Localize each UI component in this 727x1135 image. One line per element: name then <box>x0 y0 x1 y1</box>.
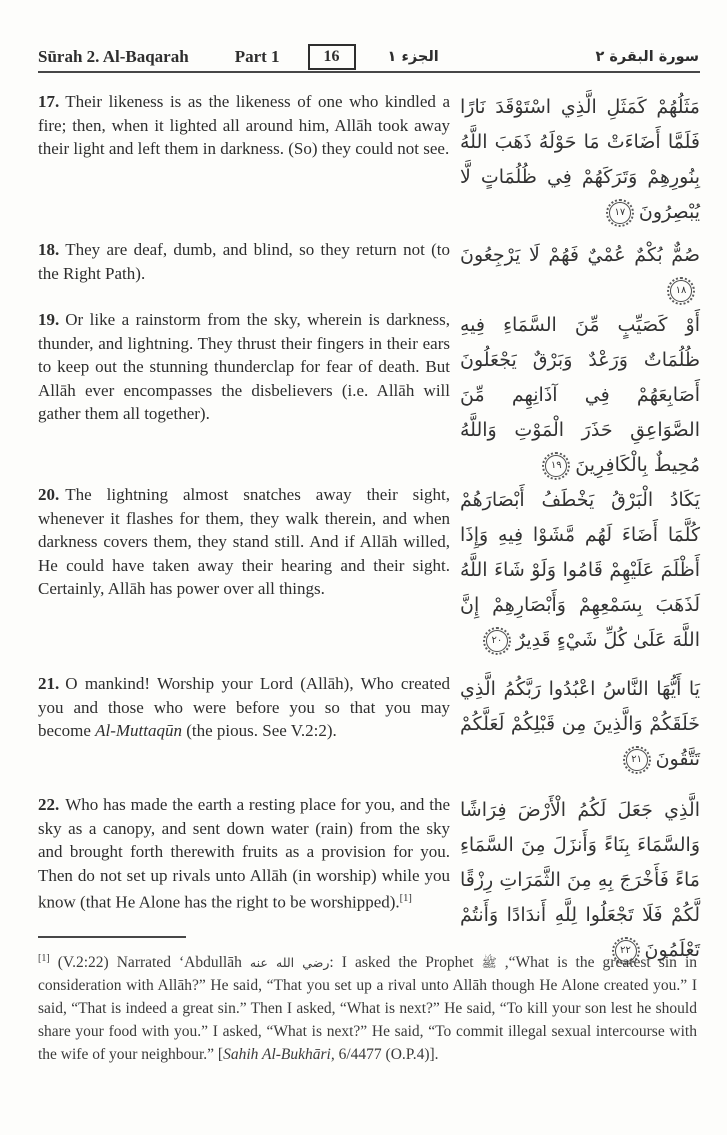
verse-22-arabic-text: الَّذِي جَعَلَ لَكُمُ الْأَرْضَ فِرَاشًا وَالسَّمَاءَ بِنَاءً وَأَنزَلَ مِنَ السَّمَاءِ مَاءً فَأَخْرَجَ بِهِ مِنَ الثَّمَرَاتِ رِزْقًا لَّكُمْ فَلَا تَجْعَلُوا لِلَّهِ أَندَادًا وَأَنتُمْ تَعْلَمُونَ <box>460 799 700 961</box>
verse-17-english <box>38 90 450 230</box>
surah-title-arabic: سورة البقرة ٢ <box>595 49 699 65</box>
verse-20-english <box>38 483 450 658</box>
ayah-end-marker-19 <box>545 455 567 477</box>
verse-21-italic-term: Al-Muttaqūn <box>95 721 182 740</box>
footnote-divider <box>38 936 186 938</box>
verse-21-number: 21. <box>38 674 60 693</box>
page-header <box>38 44 699 70</box>
ayah-number-18: ١٨ <box>675 284 687 296</box>
verse-21-arabic <box>460 672 700 777</box>
surah-title: Sūrah 2. Al-Baqarah <box>38 47 189 66</box>
verse-17-arabic <box>460 90 700 230</box>
page-number: 16 <box>323 48 340 65</box>
prophet-honorific-symbol: ﷺ <box>481 955 497 971</box>
verse-18-text: They are deaf, dumb, and blind, so they return not (to the Right Path). <box>38 240 450 283</box>
ayah-number-17: ١٧ <box>614 206 626 218</box>
verse-18-number: 18. <box>38 240 60 259</box>
ayah-number-20: ٢٠ <box>491 634 503 646</box>
ayah-end-marker-20 <box>486 630 508 652</box>
verse-22-arabic <box>460 793 700 971</box>
verse-19-text: Or like a rainstorm from the sky, wherein is darkness, thunder, and lightning. They thrust their fingers in their ears to keep out the stunning thunderclap for fear of death. But Allāh ever encompasses the disbelievers (i.e. Allāh will gather them all together). <box>38 310 450 423</box>
footnote <box>38 944 697 1066</box>
verse-22-text: Who has made the earth a resting place for you, and the sky as a canopy, and sent down water (rain) from the sky and brought forth therewith fruits as a provision for you. Then do not set up rivals unto Allāh (in worship) while you know (that He Alone has the right to be worshipped). <box>38 795 450 912</box>
verse-19-english <box>38 308 450 483</box>
part-label: Part 1 <box>234 47 280 66</box>
verse-row-20 <box>38 483 700 658</box>
page-number-box <box>308 44 356 70</box>
verse-21-arabic-text: يَا أَيُّهَا النَّاسُ اعْبُدُوا رَبَّكُمُ الَّذِي خَلَقَكُمْ وَالَّذِينَ مِن قَبْلِكُمْ لَعَلَّكُمْ تَتَّقُونَ <box>460 678 700 770</box>
verse-18-arabic-text: صُمٌّ بُكْمٌ عُمْيٌ فَهُمْ لَا يَرْجِعُونَ <box>460 244 700 266</box>
footnote-reference-mark: [1] <box>399 893 412 904</box>
verse-18-english <box>38 238 450 308</box>
verse-row-21 <box>38 672 700 777</box>
ayah-end-marker-18 <box>670 280 692 302</box>
verse-20-text: The lightning almost snatches away their sight, whenever it flashes for them, they walk therein, and when darkness covers them, they stand still. And if Allāh willed, He could have taken away their hearing and their sight. Certainly, Allāh has power over all things. <box>38 485 450 598</box>
verse-20-arabic <box>460 483 700 658</box>
verse-row-17 <box>38 90 700 230</box>
verse-20-number: 20. <box>38 485 60 504</box>
footnote-number: [1] <box>38 953 50 964</box>
verse-content <box>38 90 700 971</box>
footnote-arabic-honorific: رضي الله عنه <box>249 955 330 971</box>
ayah-end-marker-21 <box>626 749 648 771</box>
verse-row-19 <box>38 308 700 483</box>
verse-21-text-post: (the pious. See V.2:2). <box>182 721 337 740</box>
header-divider <box>38 71 700 73</box>
verse-17-text: Their likeness is as the likeness of one who kindled a fire; then, when it lighted all around him, Allāh took away their light and left them in darkness. (So) they could not see. <box>38 92 450 158</box>
verse-17-arabic-text: مَثَلُهُمْ كَمَثَلِ الَّذِي اسْتَوْقَدَ نَارًا فَلَمَّا أَضَاءَتْ مَا حَوْلَهُ ذَهَبَ اللَّهُ بِنُورِهِمْ وَتَرَكَهُمْ فِي ظُلُمَاتٍ لَّا يُبْصِرُونَ <box>460 96 700 223</box>
juz-label-arabic: الجزء ١ <box>387 49 439 65</box>
ayah-number-21: ٢١ <box>631 753 642 765</box>
verse-19-number: 19. <box>38 310 60 329</box>
verse-20-arabic-text: يَكَادُ الْبَرْقُ يَخْطَفُ أَبْصَارَهُمْ كُلَّمَا أَضَاءَ لَهُم مَّشَوْا فِيهِ وَإِذَا أَظْلَمَ عَلَيْهِمْ قَامُوا وَلَوْ شَاءَ اللَّهُ لَذَهَبَ بِسَمْعِهِمْ وَأَبْصَارِهِمْ إِنَّ اللَّهَ عَلَىٰ كُلِّ شَيْءٍ قَدِيرٌ <box>460 489 700 651</box>
footnote-text-4: 6/4477 (O.P.4)]. <box>334 1046 439 1064</box>
footnote-text-1: (V.2:22) Narrated ‘Abdullāh <box>49 954 250 972</box>
verse-17-number: 17. <box>38 92 60 111</box>
ayah-number-19: ١٩ <box>550 459 562 471</box>
verse-21-text-pre: O mankind! Worship your Lord (Allāh), Who created you and those who were before you so that you may become <box>38 674 450 740</box>
verse-19-arabic <box>460 308 700 483</box>
ayah-end-marker-17 <box>609 202 631 224</box>
verse-22-number: 22. <box>38 795 60 814</box>
verse-22-english <box>38 793 450 971</box>
verse-18-arabic <box>460 238 700 308</box>
footnote-text-2: : I asked the Prophet <box>329 954 482 972</box>
verse-row-18 <box>38 238 700 308</box>
footnote-book-title: Sahih Al-Bukhāri, <box>223 1046 335 1064</box>
verse-row-22 <box>38 793 700 971</box>
footnote-text-3: ,“What is the greatest sin in consideration with Allāh?” He said, “That you set up a rival unto Allāh though He Alone created you.” I said, “That is indeed a great sin.” Then I asked, “What is next?” He said, “To kill your son lest he should share your food with you.” I asked, “What is next?” He said, “To commit illegal sexual intercourse with the wife of your neighbour.” [ <box>38 954 697 1064</box>
verse-21-english <box>38 672 450 777</box>
verse-19-arabic-text: أَوْ كَصَيِّبٍ مِّنَ السَّمَاءِ فِيهِ ظُلُمَاتٌ وَرَعْدٌ وَبَرْقٌ يَجْعَلُونَ أَصَابِعَهُمْ فِي آذَانِهِم مِّنَ الصَّوَاعِقِ حَذَرَ الْمَوْتِ وَاللَّهُ مُحِيطٌ بِالْكَافِرِينَ <box>460 314 700 476</box>
ayah-number-22: ٢٢ <box>620 944 631 956</box>
